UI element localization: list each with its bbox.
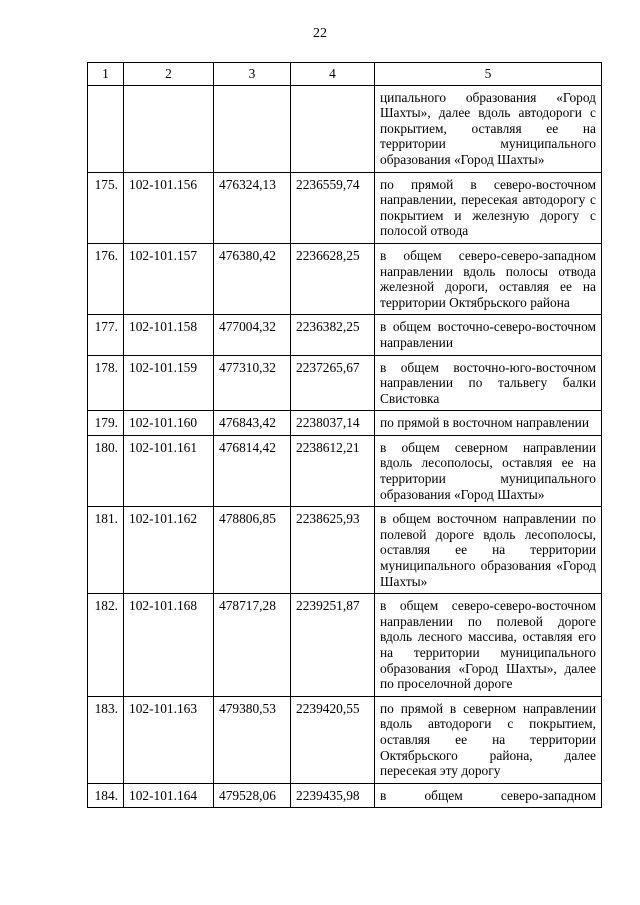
table-row: [88, 243, 602, 314]
coordinate-y: [291, 85, 375, 172]
table-row: [88, 594, 602, 697]
coordinate-y: 2239251,87: [291, 594, 375, 697]
table-row: [88, 435, 602, 506]
point-code: 102-101.156: [124, 172, 214, 243]
boundary-description: в общем северо-западном: [375, 783, 602, 808]
coordinate-x: 479528,06: [214, 783, 291, 808]
row-number: 182.: [88, 594, 124, 697]
point-code: 102-101.159: [124, 355, 214, 411]
point-code: 102-101.161: [124, 435, 214, 506]
table-row: [88, 783, 602, 808]
boundary-description: в общем северо-северо-восточном направлении по полевой дороге вдоль лесного массива, оставляя его на территории муниципального образования «Город Шахты», далее по проселочной дороге: [375, 594, 602, 697]
header-col-1: 1: [88, 63, 124, 86]
coordinate-y: 2239435,98: [291, 783, 375, 808]
table-row: [88, 315, 602, 355]
coordinate-y: 2237265,67: [291, 355, 375, 411]
coordinate-x: 476324,13: [214, 172, 291, 243]
header-col-3: 3: [214, 63, 291, 86]
coordinate-x: 476814,42: [214, 435, 291, 506]
coordinate-x: 479380,53: [214, 696, 291, 783]
row-number: 183.: [88, 696, 124, 783]
table-row: [88, 85, 602, 172]
coordinate-y: 2238612,21: [291, 435, 375, 506]
coordinate-x: 477004,32: [214, 315, 291, 355]
boundary-description: по прямой в восточном направлении: [375, 411, 602, 436]
header-col-4: 4: [291, 63, 375, 86]
point-code: 102-101.168: [124, 594, 214, 697]
coordinate-x: 478806,85: [214, 507, 291, 594]
point-code: [124, 85, 214, 172]
header-col-5: 5: [375, 63, 602, 86]
boundary-description: по прямой в северном направлении вдоль автодороги с покрытием, оставляя ее на территории Октябрьского района, далее пересекая эту дорогу: [375, 696, 602, 783]
table-row: [88, 172, 602, 243]
point-code: 102-101.160: [124, 411, 214, 436]
coordinate-y: 2236628,25: [291, 243, 375, 314]
table-row: [88, 507, 602, 594]
page-number: 22: [313, 26, 327, 41]
coordinates-table: [87, 62, 602, 808]
coordinate-y: 2239420,55: [291, 696, 375, 783]
row-number: 176.: [88, 243, 124, 314]
coordinate-x: 476843,42: [214, 411, 291, 436]
coordinate-y: 2238037,14: [291, 411, 375, 436]
row-number: 180.: [88, 435, 124, 506]
point-code: 102-101.162: [124, 507, 214, 594]
row-number: 181.: [88, 507, 124, 594]
boundary-description: в общем северо-северо-западном направлении вдоль полосы отвода железной дороги, оставляя ее на территории Октябрьского района: [375, 243, 602, 314]
coordinate-y: 2238625,93: [291, 507, 375, 594]
table-row: [88, 696, 602, 783]
coordinate-x: 476380,42: [214, 243, 291, 314]
header-col-2: 2: [124, 63, 214, 86]
row-number: [88, 85, 124, 172]
table-row: [88, 411, 602, 436]
row-number: 184.: [88, 783, 124, 808]
point-code: 102-101.163: [124, 696, 214, 783]
row-number: 179.: [88, 411, 124, 436]
boundary-description: в общем восточном направлении по полевой дороге вдоль лесополосы, оставляя ее на территории муниципального образования «Город Шахты»: [375, 507, 602, 594]
point-code: 102-101.157: [124, 243, 214, 314]
coordinate-y: 2236382,25: [291, 315, 375, 355]
row-number: 175.: [88, 172, 124, 243]
table-row: [88, 355, 602, 411]
coordinate-y: 2236559,74: [291, 172, 375, 243]
boundary-description: в общем северном направлении вдоль лесополосы, оставляя ее на территории муниципального образования «Город Шахты»: [375, 435, 602, 506]
point-code: 102-101.164: [124, 783, 214, 808]
boundary-description: в общем восточно-северо-восточном направлении: [375, 315, 602, 355]
coordinate-x: 478717,28: [214, 594, 291, 697]
boundary-description: по прямой в северо-восточном направлении, пересекая автодорогу с покрытием и железную дорогу с полосой отвода: [375, 172, 602, 243]
table-header-row: [88, 63, 602, 86]
row-number: 178.: [88, 355, 124, 411]
row-number: 177.: [88, 315, 124, 355]
boundary-description: ципального образования «Город Шахты», далее вдоль автодороги с покрытием, оставляя ее на территории муниципального образования «Город Шахты»: [375, 85, 602, 172]
coordinate-x: 477310,32: [214, 355, 291, 411]
point-code: 102-101.158: [124, 315, 214, 355]
coordinate-x: [214, 85, 291, 172]
boundary-description: в общем восточно-юго-восточном направлении по тальвегу балки Свистовка: [375, 355, 602, 411]
